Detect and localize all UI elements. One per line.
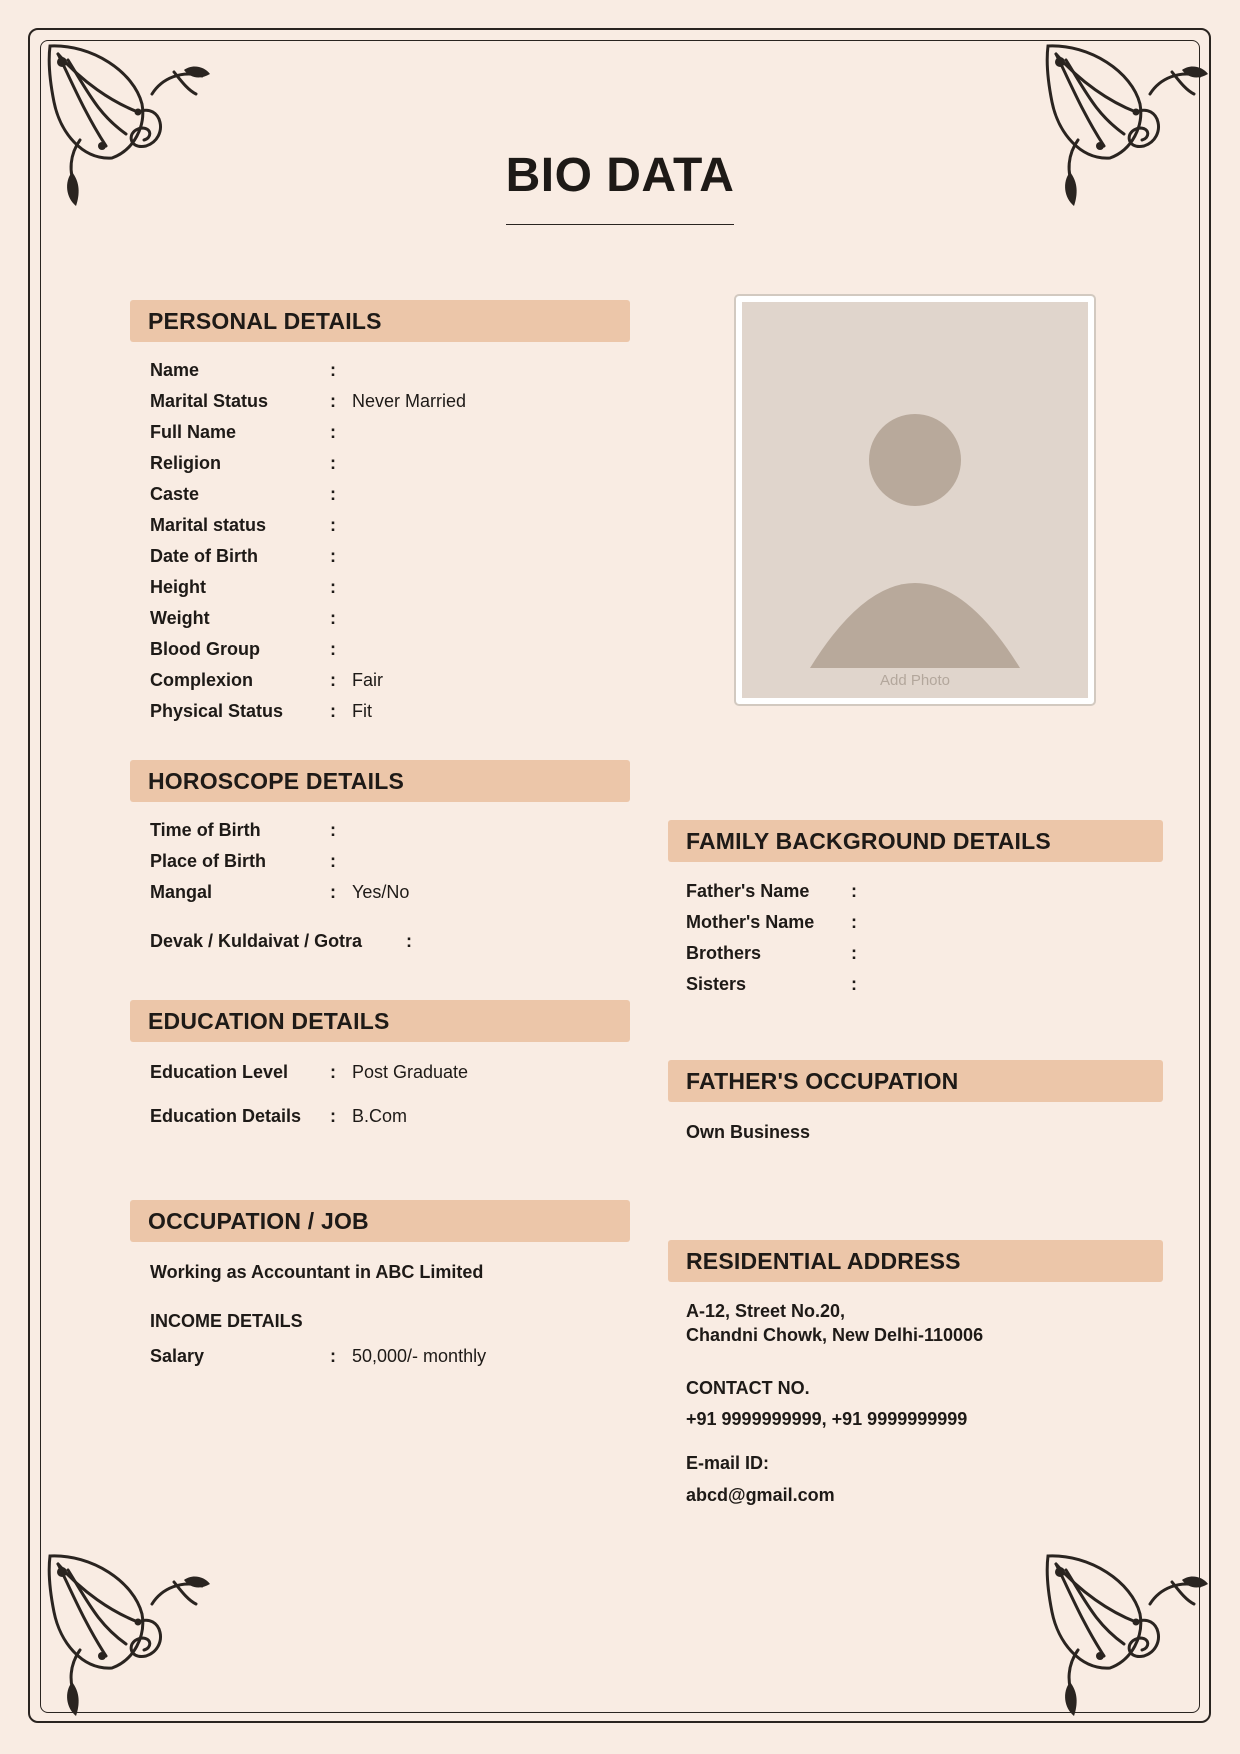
contact-label: CONTACT NO. xyxy=(686,1378,810,1398)
occupation-description: Working as Accountant in ABC Limited xyxy=(150,1262,484,1282)
family-detail-row xyxy=(686,971,1156,997)
education-details-colon: : xyxy=(330,1106,336,1126)
personal-detail-label: Religion xyxy=(150,453,221,473)
horoscope-detail-colon: : xyxy=(330,882,336,902)
address-line-1: A-12, Street No.20, xyxy=(686,1301,846,1321)
personal-detail-row xyxy=(150,543,630,569)
family-detail-colon: : xyxy=(851,943,857,963)
personal-detail-label: Marital status xyxy=(150,515,267,535)
family-background-heading: FAMILY BACKGROUND DETAILS xyxy=(668,820,1163,862)
horoscope-detail-label: Time of Birth xyxy=(150,820,261,840)
family-detail-row xyxy=(686,940,1156,966)
personal-detail-row xyxy=(150,388,630,414)
fathers-occupation-heading: FATHER'S OCCUPATION xyxy=(668,1060,1163,1102)
personal-detail-row xyxy=(150,419,630,445)
personal-detail-colon: : xyxy=(330,639,336,659)
residential-address-heading: RESIDENTIAL ADDRESS xyxy=(668,1240,1163,1282)
personal-detail-row xyxy=(150,357,630,383)
email-value: abcd@gmail.com xyxy=(686,1485,835,1505)
horoscope-detail-row xyxy=(150,879,630,905)
inner-border xyxy=(40,40,1200,1713)
education-details-heading: EDUCATION DETAILS xyxy=(130,1000,630,1042)
personal-detail-row xyxy=(150,481,630,507)
salary-row xyxy=(150,1343,630,1369)
horoscope-detail-label: Place of Birth xyxy=(150,851,267,871)
salary-value: 50,000/- monthly xyxy=(352,1346,487,1366)
education-details-value: B.Com xyxy=(352,1106,408,1126)
personal-detail-value: Never Married xyxy=(352,391,467,411)
personal-detail-label: Physical Status xyxy=(150,701,284,721)
horoscope-detail-row xyxy=(150,817,630,843)
personal-detail-colon: : xyxy=(330,515,336,535)
add-photo-label[interactable]: Add Photo xyxy=(879,672,951,689)
address-line-2: Chandni Chowk, New Delhi-110006 xyxy=(686,1325,984,1345)
personal-detail-label: Name xyxy=(150,360,200,380)
photo-upload-box[interactable] xyxy=(734,294,1096,706)
gotra-label: Devak / Kuldaivat / Gotra xyxy=(150,931,363,951)
personal-detail-colon: : xyxy=(330,608,336,628)
horoscope-detail-colon: : xyxy=(330,820,336,840)
floral-corner-ornament-icon xyxy=(42,1552,212,1722)
education-level-row xyxy=(150,1059,630,1085)
photo-placeholder[interactable] xyxy=(742,302,1088,698)
personal-detail-colon: : xyxy=(330,453,336,473)
personal-detail-colon: : xyxy=(330,391,336,411)
education-level-colon: : xyxy=(330,1062,336,1082)
personal-detail-label: Blood Group xyxy=(150,639,260,659)
education-details-row xyxy=(150,1103,630,1129)
personal-detail-row xyxy=(150,667,630,693)
personal-detail-row xyxy=(150,698,630,724)
horoscope-detail-value: Yes/No xyxy=(352,882,410,902)
horoscope-detail-colon: : xyxy=(330,851,336,871)
fathers-occupation-value: Own Business xyxy=(686,1122,811,1142)
salary-colon: : xyxy=(330,1346,336,1366)
salary-label: Salary xyxy=(150,1346,205,1366)
personal-detail-colon: : xyxy=(330,577,336,597)
education-level-label: Education Level xyxy=(150,1062,289,1082)
personal-detail-label: Marital Status xyxy=(150,391,269,411)
horoscope-details-heading: HOROSCOPE DETAILS xyxy=(130,760,630,802)
personal-detail-label: Complexion xyxy=(150,670,254,690)
education-level-value: Post Graduate xyxy=(352,1062,469,1082)
person-silhouette-icon xyxy=(742,302,1088,698)
family-detail-label: Brothers xyxy=(686,943,762,963)
personal-detail-value: Fair xyxy=(352,670,383,690)
title-underline xyxy=(506,224,734,225)
personal-detail-row xyxy=(150,512,630,538)
occupation-heading: OCCUPATION / JOB xyxy=(130,1200,630,1242)
family-detail-label: Mother's Name xyxy=(686,912,815,932)
family-detail-colon: : xyxy=(851,912,857,932)
family-detail-colon: : xyxy=(851,974,857,994)
personal-detail-row xyxy=(150,636,630,662)
contact-value: +91 9999999999, +91 9999999999 xyxy=(686,1409,968,1429)
personal-detail-label: Caste xyxy=(150,484,200,504)
family-detail-colon: : xyxy=(851,881,857,901)
personal-detail-colon: : xyxy=(330,670,336,690)
personal-detail-label: Weight xyxy=(150,608,210,628)
gotra-colon: : xyxy=(406,931,412,951)
gotra-row xyxy=(150,928,630,954)
family-detail-row xyxy=(686,909,1156,935)
personal-detail-row xyxy=(150,574,630,600)
personal-detail-colon: : xyxy=(330,360,336,380)
personal-detail-colon: : xyxy=(330,484,336,504)
personal-detail-colon: : xyxy=(330,546,336,566)
personal-detail-row xyxy=(150,605,630,631)
personal-detail-label: Date of Birth xyxy=(150,546,258,566)
family-detail-label: Sisters xyxy=(686,974,747,994)
personal-detail-label: Height xyxy=(150,577,206,597)
income-details-heading: INCOME DETAILS xyxy=(150,1311,303,1331)
email-label: E-mail ID: xyxy=(686,1453,770,1473)
horoscope-detail-row xyxy=(150,848,630,874)
personal-detail-row xyxy=(150,450,630,476)
family-detail-label: Father's Name xyxy=(686,881,810,901)
personal-detail-colon: : xyxy=(330,701,336,721)
floral-corner-ornament-icon xyxy=(1040,1552,1210,1722)
personal-detail-colon: : xyxy=(330,422,336,442)
personal-detail-label: Full Name xyxy=(150,422,237,442)
horoscope-detail-label: Mangal xyxy=(150,882,213,902)
page-title: BIO DATA xyxy=(505,149,735,202)
family-detail-row xyxy=(686,878,1156,904)
education-details-label: Education Details xyxy=(150,1106,302,1126)
personal-details-heading: PERSONAL DETAILS xyxy=(130,300,630,342)
personal-detail-value: Fit xyxy=(352,701,372,721)
